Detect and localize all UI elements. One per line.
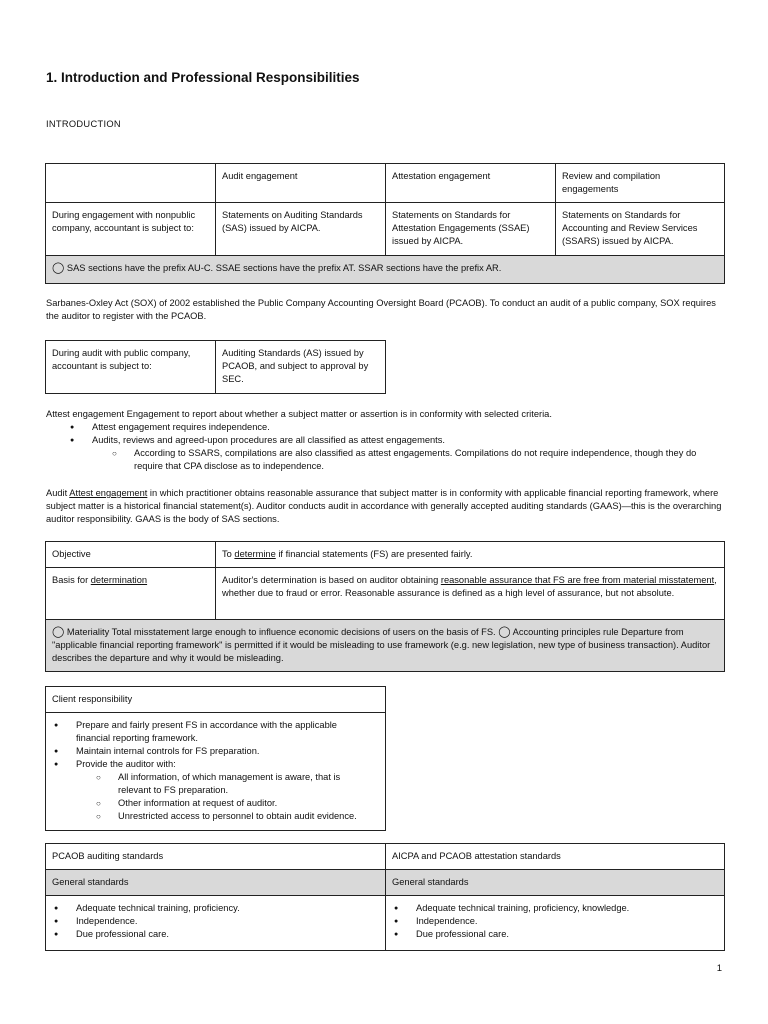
table2-right: Auditing Standards (AS) issued by PCAOB, and subject to approval by SEC. <box>216 341 386 394</box>
list-item: ● Due professional care. <box>50 928 379 941</box>
determine-link[interactable]: determine <box>234 549 276 559</box>
aicpa-standards-list <box>386 896 725 951</box>
section-heading: INTRODUCTION <box>46 119 121 129</box>
list-item: ● Due professional care. <box>390 928 718 941</box>
attest-engagement-link[interactable]: Attest engagement <box>69 488 148 498</box>
objective-text: To determine if financial statements (FS) are presented fairly. <box>216 542 725 568</box>
table1-note-text: SAS sections have the prefix AU-C. SSAE sections have the prefix AT. SSAR sections have the prefix AR. <box>66 263 502 273</box>
aicpa-header: AICPA and PCAOB attestation standards <box>386 844 725 870</box>
reasonable-assurance-link[interactable]: reasonable assurance that FS are free from material misstatement <box>440 575 715 585</box>
audit-paragraph <box>46 487 726 526</box>
circle-icon: ◯ <box>498 626 511 638</box>
pcaob-general-standards: General standards <box>46 870 386 896</box>
page-number: 1 <box>716 963 722 974</box>
circle-icon: ◯ <box>52 626 65 638</box>
accounting-principles-note: Accounting principles rule Departure from "applicable financial reporting framework" is permitted if it would be misleading to use framework (e.g. new legislation, new type of business transaction). Auditor describes the departure and why it would be misleading. <box>52 627 711 663</box>
aicpa-general-standards: General standards <box>386 870 725 896</box>
objective-table <box>45 541 725 672</box>
sox-paragraph: Sarbanes-Oxley Act (SOX) of 2002 established the Public Company Accounting Oversight Board (PCAOB). To conduct an audit of a public company, SOX requires the auditor to register with the PCAOB. <box>46 298 716 321</box>
list-item: ● Maintain internal controls for FS preparation. <box>50 745 369 758</box>
page-title: 1. Introduction and Professional Responsibilities <box>46 70 360 85</box>
table1-header-review: Review and compilation engagements <box>556 164 725 203</box>
table1-header-audit: Audit engagement <box>216 164 386 203</box>
table3-note <box>46 620 725 672</box>
table1-cell-ssars: Statements on Standards for Accounting and Review Services (SSARS) issued by AICPA. <box>556 203 725 256</box>
attest-section <box>46 408 726 473</box>
pcaob-header: PCAOB auditing standards <box>46 844 386 870</box>
client-responsibility-header: Client responsibility <box>46 687 386 713</box>
client-responsibility-body <box>46 713 386 831</box>
general-standards-table <box>45 843 725 951</box>
audit-text: in which practitioner obtains reasonable assurance that subject matter is in conformity with applicable financial reporting framework, where subject matter is a historical financial statement(s). Auditor conducts audit in accordance with generally accepted auditing standards (GAAS)—this is the overarching auditor responsibility. GAAS is the body of SAS sections. <box>46 488 722 524</box>
table1-row-label: During engagement with nonpublic company, accountant is subject to: <box>46 203 216 256</box>
table1-cell-ssae: Statements on Standards for Attestation Engagements (SSAE) issued by AICPA. <box>386 203 556 256</box>
list-item: ○ Other information at request of auditor. <box>50 797 361 810</box>
table1-header-attestation: Attestation engagement <box>386 164 556 203</box>
list-item: ● Prepare and fairly present FS in accordance with the applicable financial reporting framework. <box>50 719 369 745</box>
attest-intro: Attest engagement Engagement to report about whether a subject matter or assertion is in conformity with selected criteria. <box>46 409 552 419</box>
table1-header-empty <box>46 164 216 203</box>
list-item: ● Adequate technical training, proficiency, knowledge. <box>390 902 718 915</box>
circle-icon: ◯ <box>52 262 65 274</box>
list-item: ● Independence. <box>390 915 718 928</box>
audit-word: Audit <box>46 488 68 498</box>
materiality-note: Materiality Total misstatement large enough to influence economic decisions of users on the basis of FS. <box>64 627 499 637</box>
table2-left: During audit with public company, accountant is subject to: <box>46 341 216 394</box>
client-responsibility-table <box>45 686 386 831</box>
list-item: ● Independence. <box>50 915 379 928</box>
pcaob-standards-list <box>46 896 386 951</box>
basis-text: Auditor's determination is based on auditor obtaining reasonable assurance that FS are free from material misstatement, whether due to fraud or error. Reasonable assurance is defined as a high level of assurance, but not absolute. <box>216 568 725 620</box>
public-company-table <box>45 340 386 394</box>
table1-note <box>46 256 725 284</box>
list-item: ○ All information, of which management is aware, that is relevant to FS preparation. <box>50 771 361 797</box>
list-item: ○ Unrestricted access to personnel to obtain audit evidence. <box>50 810 361 823</box>
list-item: ● Audits, reviews and agreed-upon procedures are all classified as attest engagements. <box>66 434 726 447</box>
list-item: ○ According to SSARS, compilations are also classified as attest engagements. Compilations do not require independence, though they do require that CPA disclose as to independence. <box>66 447 726 473</box>
table1-cell-sas: Statements on Auditing Standards (SAS) issued by AICPA. <box>216 203 386 256</box>
list-item: ● Attest engagement requires independence. <box>66 421 726 434</box>
list-item: ● Adequate technical training, proficiency. <box>50 902 379 915</box>
basis-label: Basis for determination <box>46 568 216 620</box>
determination-link[interactable]: determination <box>90 575 148 585</box>
objective-label: Objective <box>46 542 216 568</box>
standards-table <box>45 163 725 284</box>
list-item: ● Provide the auditor with: <box>50 758 369 771</box>
